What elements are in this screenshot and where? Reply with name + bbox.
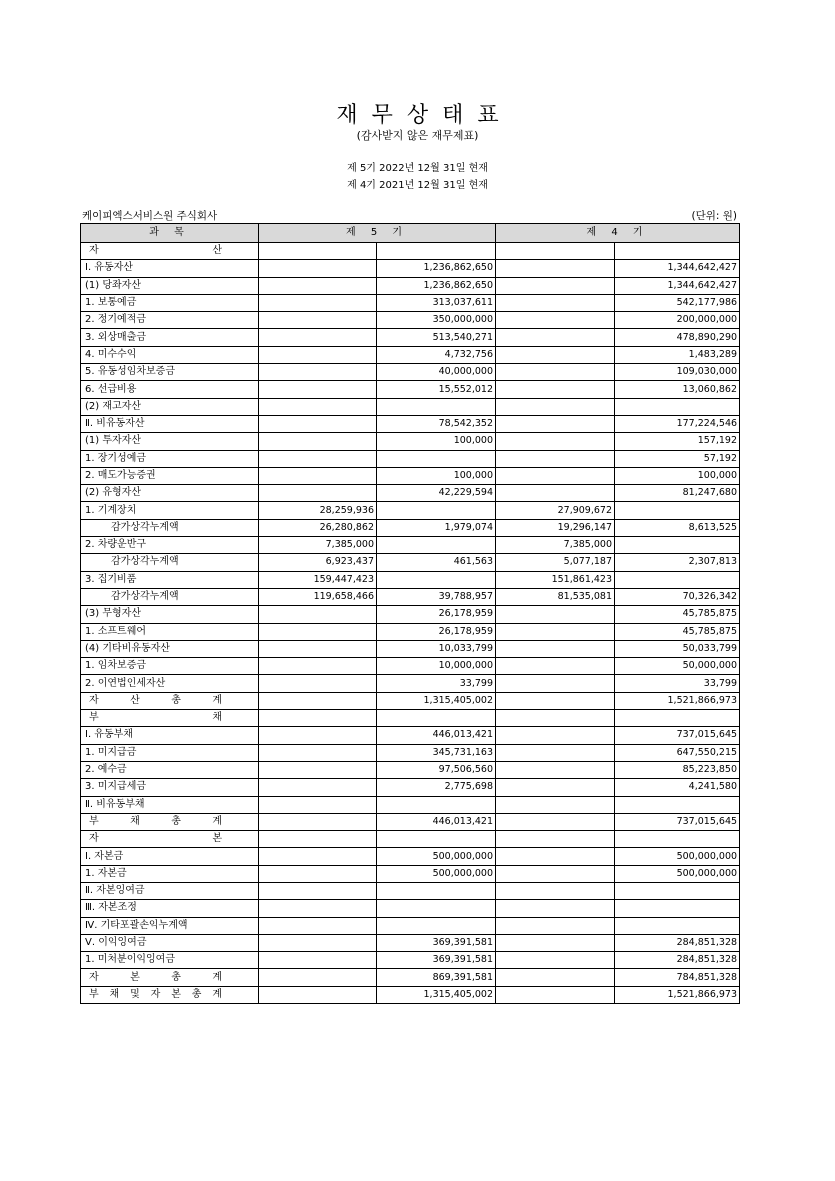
- statement-title: 재무상태표: [336, 103, 513, 128]
- row-label: 감가상각누계액: [81, 519, 259, 536]
- prior-total-amount: 4,241,580: [615, 779, 740, 796]
- table-row: [81, 381, 740, 398]
- current-detail-amount: [259, 813, 377, 830]
- row-label: 자 산: [81, 243, 259, 260]
- prior-total-amount: [615, 831, 740, 848]
- table-row: [81, 934, 740, 951]
- current-total-amount: 15,552,012: [377, 381, 496, 398]
- current-detail-amount: [259, 260, 377, 277]
- prior-detail-amount: [496, 675, 615, 692]
- row-label: (4) 기타비유동자산: [81, 640, 259, 657]
- prior-total-amount: 33,799: [615, 675, 740, 692]
- table-row: [81, 640, 740, 657]
- prior-detail-amount: 7,385,000: [496, 537, 615, 554]
- current-total-amount: 369,391,581: [377, 952, 496, 969]
- current-total-amount: [377, 571, 496, 588]
- current-total-amount: 40,000,000: [377, 364, 496, 381]
- row-label: 부 채 및 자 본 총 계: [81, 986, 259, 1003]
- current-total-amount: [377, 502, 496, 519]
- prior-detail-amount: [496, 294, 615, 311]
- row-label: 1. 기계장치: [81, 502, 259, 519]
- prior-total-amount: 500,000,000: [615, 848, 740, 865]
- table-row: [81, 796, 740, 813]
- current-detail-amount: 28,259,936: [259, 502, 377, 519]
- prior-detail-amount: [496, 900, 615, 917]
- table-row: [81, 312, 740, 329]
- table-row: [81, 779, 740, 796]
- current-detail-amount: 6,923,437: [259, 554, 377, 571]
- current-total-amount: 1,979,074: [377, 519, 496, 536]
- row-label: (1) 당좌자산: [81, 277, 259, 294]
- row-label: 6. 선급비용: [81, 381, 259, 398]
- current-detail-amount: [259, 450, 377, 467]
- current-detail-amount: [259, 346, 377, 363]
- table-row: [81, 606, 740, 623]
- current-detail-amount: [259, 364, 377, 381]
- prior-detail-amount: [496, 952, 615, 969]
- prior-total-amount: 70,326,342: [615, 588, 740, 605]
- balance-sheet-table: [80, 223, 740, 1004]
- header-row: [81, 224, 740, 243]
- current-total-amount: [377, 917, 496, 934]
- row-label: 4. 미수수익: [81, 346, 259, 363]
- row-label: 2. 차량운반구: [81, 537, 259, 554]
- current-detail-amount: [259, 986, 377, 1003]
- current-detail-amount: [259, 882, 377, 899]
- row-label: 자 본 총 계: [81, 969, 259, 986]
- prior-detail-amount: [496, 606, 615, 623]
- current-detail-amount: [259, 606, 377, 623]
- prior-detail-amount: [496, 727, 615, 744]
- header-current-period: 제 5 기: [259, 224, 496, 243]
- period-current: 제 5기 2022년 12월 31일 현재: [347, 163, 488, 174]
- current-total-amount: 869,391,581: [377, 969, 496, 986]
- row-label: 1. 보통예금: [81, 294, 259, 311]
- current-total-amount: [377, 710, 496, 727]
- prior-detail-amount: [496, 450, 615, 467]
- prior-total-amount: 284,851,328: [615, 934, 740, 951]
- current-detail-amount: 159,447,423: [259, 571, 377, 588]
- prior-total-amount: 784,851,328: [615, 969, 740, 986]
- table-row: [81, 761, 740, 778]
- current-total-amount: [377, 831, 496, 848]
- table-row: [81, 277, 740, 294]
- current-total-amount: 1,236,862,650: [377, 260, 496, 277]
- row-label: (2) 재고자산: [81, 398, 259, 415]
- prior-total-amount: 500,000,000: [615, 865, 740, 882]
- current-total-amount: 42,229,594: [377, 485, 496, 502]
- prior-total-amount: 100,000: [615, 467, 740, 484]
- prior-total-amount: 1,344,642,427: [615, 260, 740, 277]
- current-total-amount: 313,037,611: [377, 294, 496, 311]
- row-label: 2. 이연법인세자산: [81, 675, 259, 692]
- prior-total-amount: [615, 900, 740, 917]
- prior-detail-amount: [496, 813, 615, 830]
- current-detail-amount: [259, 329, 377, 346]
- table-row: [81, 588, 740, 605]
- current-total-amount: [377, 398, 496, 415]
- prior-detail-amount: [496, 658, 615, 675]
- current-total-amount: 461,563: [377, 554, 496, 571]
- row-label: Ⅲ. 자본조정: [81, 900, 259, 917]
- prior-total-amount: 157,192: [615, 433, 740, 450]
- current-total-amount: [377, 450, 496, 467]
- prior-total-amount: [615, 398, 740, 415]
- row-label: (3) 무형자산: [81, 606, 259, 623]
- current-detail-amount: [259, 243, 377, 260]
- prior-total-amount: 1,521,866,973: [615, 986, 740, 1003]
- current-detail-amount: [259, 934, 377, 951]
- prior-detail-amount: 151,861,423: [496, 571, 615, 588]
- prior-detail-amount: [496, 692, 615, 709]
- table-row: [81, 485, 740, 502]
- current-detail-amount: [259, 623, 377, 640]
- table-row: [81, 537, 740, 554]
- current-detail-amount: [259, 727, 377, 744]
- prior-total-amount: 284,851,328: [615, 952, 740, 969]
- current-detail-amount: [259, 658, 377, 675]
- table-row: [81, 398, 740, 415]
- prior-total-amount: [615, 917, 740, 934]
- current-detail-amount: [259, 796, 377, 813]
- row-label: Ⅳ. 기타포괄손익누계액: [81, 917, 259, 934]
- prior-total-amount: 1,521,866,973: [615, 692, 740, 709]
- row-label: Ⅱ. 자본잉여금: [81, 882, 259, 899]
- current-total-amount: 500,000,000: [377, 848, 496, 865]
- current-detail-amount: [259, 415, 377, 432]
- current-total-amount: 1,236,862,650: [377, 277, 496, 294]
- current-total-amount: [377, 900, 496, 917]
- row-label: 1. 미처분이익잉여금: [81, 952, 259, 969]
- current-total-amount: 1,315,405,002: [377, 692, 496, 709]
- row-label: 부 채 총 계: [81, 813, 259, 830]
- row-label: Ⅱ. 비유동부채: [81, 796, 259, 813]
- table-row: [81, 727, 740, 744]
- row-label: 감가상각누계액: [81, 588, 259, 605]
- row-label: 부 채: [81, 710, 259, 727]
- prior-total-amount: 8,613,525: [615, 519, 740, 536]
- prior-total-amount: [615, 571, 740, 588]
- row-label: 1. 임차보증금: [81, 658, 259, 675]
- current-total-amount: 369,391,581: [377, 934, 496, 951]
- prior-detail-amount: [496, 934, 615, 951]
- prior-total-amount: [615, 243, 740, 260]
- prior-total-amount: 177,224,546: [615, 415, 740, 432]
- prior-total-amount: [615, 882, 740, 899]
- prior-detail-amount: 81,535,081: [496, 588, 615, 605]
- prior-total-amount: 1,344,642,427: [615, 277, 740, 294]
- current-detail-amount: [259, 467, 377, 484]
- prior-detail-amount: [496, 779, 615, 796]
- table-row: [81, 433, 740, 450]
- table-row: [81, 882, 740, 899]
- statement-subtitle: (감사받지 않은 재무제표): [356, 129, 479, 142]
- prior-detail-amount: [496, 433, 615, 450]
- current-detail-amount: [259, 900, 377, 917]
- current-total-amount: [377, 537, 496, 554]
- current-detail-amount: [259, 848, 377, 865]
- prior-total-amount: 1,483,289: [615, 346, 740, 363]
- current-total-amount: 500,000,000: [377, 865, 496, 882]
- current-total-amount: 26,178,959: [377, 606, 496, 623]
- prior-detail-amount: [496, 831, 615, 848]
- current-detail-amount: [259, 675, 377, 692]
- current-detail-amount: [259, 761, 377, 778]
- current-total-amount: [377, 243, 496, 260]
- prior-total-amount: 737,015,645: [615, 813, 740, 830]
- current-detail-amount: [259, 485, 377, 502]
- current-total-amount: [377, 882, 496, 899]
- table-row: [81, 710, 740, 727]
- current-detail-amount: [259, 779, 377, 796]
- current-total-amount: 345,731,163: [377, 744, 496, 761]
- current-detail-amount: 119,658,466: [259, 588, 377, 605]
- current-total-amount: 513,540,271: [377, 329, 496, 346]
- current-total-amount: 100,000: [377, 467, 496, 484]
- header-prior-period: 제 4 기: [496, 224, 740, 243]
- current-total-amount: 39,788,957: [377, 588, 496, 605]
- company-name: 케이피엑스서비스원 주식회사: [82, 210, 218, 222]
- row-label: 2. 정기예적금: [81, 312, 259, 329]
- current-total-amount: 97,506,560: [377, 761, 496, 778]
- current-detail-amount: 7,385,000: [259, 537, 377, 554]
- current-total-amount: 446,013,421: [377, 727, 496, 744]
- prior-total-amount: 85,223,850: [615, 761, 740, 778]
- row-label: (2) 유형자산: [81, 485, 259, 502]
- currency-unit: (단위: 원): [691, 210, 737, 222]
- table-row: [81, 969, 740, 986]
- row-label: 자 산 총 계: [81, 692, 259, 709]
- prior-detail-amount: [496, 796, 615, 813]
- current-detail-amount: [259, 744, 377, 761]
- prior-detail-amount: 27,909,672: [496, 502, 615, 519]
- row-label: 자 본: [81, 831, 259, 848]
- prior-detail-amount: [496, 710, 615, 727]
- table-row: [81, 415, 740, 432]
- prior-total-amount: 13,060,862: [615, 381, 740, 398]
- table-row: [81, 329, 740, 346]
- table-row: [81, 554, 740, 571]
- current-detail-amount: [259, 952, 377, 969]
- current-total-amount: 446,013,421: [377, 813, 496, 830]
- row-label: Ⅰ. 자본금: [81, 848, 259, 865]
- table-row: [81, 364, 740, 381]
- current-total-amount: [377, 796, 496, 813]
- table-row: [81, 623, 740, 640]
- table-row: [81, 692, 740, 709]
- table-body: [81, 243, 740, 1004]
- prior-detail-amount: 5,077,187: [496, 554, 615, 571]
- table-row: [81, 467, 740, 484]
- prior-total-amount: 647,550,215: [615, 744, 740, 761]
- prior-detail-amount: [496, 882, 615, 899]
- row-label: 3. 집기비품: [81, 571, 259, 588]
- row-label: 감가상각누계액: [81, 554, 259, 571]
- table-row: [81, 260, 740, 277]
- current-total-amount: 2,775,698: [377, 779, 496, 796]
- current-total-amount: 100,000: [377, 433, 496, 450]
- current-detail-amount: [259, 710, 377, 727]
- prior-detail-amount: [496, 986, 615, 1003]
- prior-total-amount: [615, 710, 740, 727]
- table-row: [81, 294, 740, 311]
- prior-detail-amount: [496, 329, 615, 346]
- prior-detail-amount: [496, 640, 615, 657]
- current-detail-amount: [259, 969, 377, 986]
- current-detail-amount: [259, 433, 377, 450]
- table-row: [81, 346, 740, 363]
- prior-total-amount: [615, 537, 740, 554]
- header-item: 과 목: [81, 224, 259, 243]
- row-label: 3. 미지급세금: [81, 779, 259, 796]
- current-total-amount: 78,542,352: [377, 415, 496, 432]
- prior-detail-amount: [496, 415, 615, 432]
- current-detail-amount: [259, 865, 377, 882]
- prior-total-amount: [615, 796, 740, 813]
- prior-detail-amount: [496, 312, 615, 329]
- row-label: 2. 매도가능증권: [81, 467, 259, 484]
- current-total-amount: 4,732,756: [377, 346, 496, 363]
- current-detail-amount: [259, 381, 377, 398]
- prior-total-amount: 542,177,986: [615, 294, 740, 311]
- prior-detail-amount: [496, 848, 615, 865]
- prior-total-amount: 57,192: [615, 450, 740, 467]
- prior-detail-amount: [496, 381, 615, 398]
- current-detail-amount: [259, 312, 377, 329]
- current-detail-amount: [259, 398, 377, 415]
- row-label: Ⅰ. 유동자산: [81, 260, 259, 277]
- table-row: [81, 831, 740, 848]
- row-label: 5. 유동성임차보증금: [81, 364, 259, 381]
- current-total-amount: 10,000,000: [377, 658, 496, 675]
- prior-detail-amount: [496, 761, 615, 778]
- prior-detail-amount: [496, 277, 615, 294]
- prior-detail-amount: 19,296,147: [496, 519, 615, 536]
- table-row: [81, 865, 740, 882]
- table-row: [81, 502, 740, 519]
- table-row: [81, 744, 740, 761]
- prior-detail-amount: [496, 243, 615, 260]
- prior-detail-amount: [496, 744, 615, 761]
- prior-detail-amount: [496, 485, 615, 502]
- prior-total-amount: 2,307,813: [615, 554, 740, 571]
- prior-detail-amount: [496, 260, 615, 277]
- current-detail-amount: [259, 640, 377, 657]
- table-row: [81, 243, 740, 260]
- prior-total-amount: 45,785,875: [615, 606, 740, 623]
- prior-total-amount: 50,000,000: [615, 658, 740, 675]
- prior-total-amount: 478,890,290: [615, 329, 740, 346]
- prior-detail-amount: [496, 917, 615, 934]
- row-label: Ⅴ. 이익잉여금: [81, 934, 259, 951]
- current-total-amount: 26,178,959: [377, 623, 496, 640]
- table-row: [81, 519, 740, 536]
- table-row: [81, 813, 740, 830]
- current-detail-amount: [259, 917, 377, 934]
- current-total-amount: 10,033,799: [377, 640, 496, 657]
- current-detail-amount: [259, 277, 377, 294]
- prior-total-amount: 200,000,000: [615, 312, 740, 329]
- table-row: [81, 571, 740, 588]
- row-label: (1) 투자자산: [81, 433, 259, 450]
- prior-detail-amount: [496, 346, 615, 363]
- row-label: 1. 장기성예금: [81, 450, 259, 467]
- table-row: [81, 900, 740, 917]
- current-detail-amount: [259, 294, 377, 311]
- row-label: 2. 예수금: [81, 761, 259, 778]
- table-row: [81, 917, 740, 934]
- current-detail-amount: [259, 831, 377, 848]
- prior-detail-amount: [496, 364, 615, 381]
- current-detail-amount: 26,280,862: [259, 519, 377, 536]
- table-row: [81, 848, 740, 865]
- prior-total-amount: 737,015,645: [615, 727, 740, 744]
- prior-total-amount: 50,033,799: [615, 640, 740, 657]
- row-label: Ⅰ. 유동부채: [81, 727, 259, 744]
- current-total-amount: 33,799: [377, 675, 496, 692]
- current-total-amount: 350,000,000: [377, 312, 496, 329]
- row-label: Ⅱ. 비유동자산: [81, 415, 259, 432]
- prior-total-amount: 81,247,680: [615, 485, 740, 502]
- prior-detail-amount: [496, 969, 615, 986]
- row-label: 1. 소프트웨어: [81, 623, 259, 640]
- table-row: [81, 450, 740, 467]
- table-row: [81, 952, 740, 969]
- current-total-amount: 1,315,405,002: [377, 986, 496, 1003]
- prior-detail-amount: [496, 865, 615, 882]
- row-label: 1. 미지급금: [81, 744, 259, 761]
- period-prior: 제 4기 2021년 12월 31일 현재: [347, 180, 488, 191]
- prior-total-amount: [615, 502, 740, 519]
- row-label: 1. 자본금: [81, 865, 259, 882]
- table-row: [81, 986, 740, 1003]
- current-detail-amount: [259, 692, 377, 709]
- table-row: [81, 658, 740, 675]
- prior-total-amount: 109,030,000: [615, 364, 740, 381]
- prior-detail-amount: [496, 623, 615, 640]
- row-label: 3. 외상매출금: [81, 329, 259, 346]
- table-row: [81, 675, 740, 692]
- prior-detail-amount: [496, 398, 615, 415]
- prior-detail-amount: [496, 467, 615, 484]
- prior-total-amount: 45,785,875: [615, 623, 740, 640]
